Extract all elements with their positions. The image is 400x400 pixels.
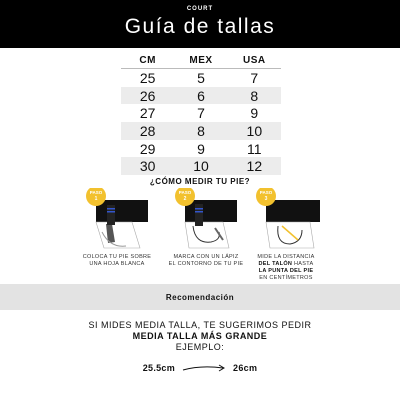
recommendation-title: Recomendación: [165, 292, 235, 302]
step-2-caption-line1: MARCA CON UN LÁPIZ: [173, 254, 239, 260]
size-table-header: [121, 52, 281, 69]
cell-usa: 8: [250, 87, 259, 104]
table-row: [121, 104, 281, 122]
table-row: [121, 122, 281, 140]
step-2-caption-line2: EL CONTORNO DE TU PIE: [168, 261, 244, 267]
foot-on-paper-icon: [82, 188, 152, 263]
recommendation-bar: [0, 284, 400, 310]
cell-usa: 12: [246, 158, 263, 175]
size-table: [121, 52, 281, 175]
cell-usa: 9: [250, 105, 259, 122]
step-1-caption-line2: UNA HOJA BLANCA: [89, 261, 145, 267]
cell-mex: 9: [197, 140, 205, 157]
cell-usa: 10: [246, 122, 263, 139]
cell-usa: 7: [250, 69, 259, 86]
cell-cm: 25: [139, 69, 156, 86]
step-2-illustration: [171, 188, 241, 263]
step-3-caption-bold2: LA PUNTA DEL PIE: [258, 268, 314, 274]
cell-mex: 7: [197, 105, 205, 122]
recommendation-example-label: EJEMPLO:: [175, 342, 225, 352]
brand-name: COURT: [186, 6, 214, 12]
cell-usa: 11: [247, 140, 262, 157]
arrow-right-icon: [181, 363, 227, 373]
column-header-usa: USA: [243, 55, 266, 66]
step-3-illustration: [252, 188, 322, 263]
table-row: [121, 157, 281, 175]
size-example: [0, 363, 400, 373]
how-to-measure-title: ¿CÓMO MEDIR TU PIE?: [149, 177, 251, 186]
svg-text:3: 3: [264, 196, 268, 202]
cell-mex: 8: [197, 122, 205, 139]
step-1-caption: [67, 254, 167, 268]
step-1-illustration: [82, 188, 152, 263]
cell-mex: 10: [193, 158, 209, 175]
example-to-size: 26cm: [233, 363, 258, 373]
table-row: [121, 140, 281, 158]
column-header-cm: CM: [139, 55, 156, 66]
cell-mex: 5: [197, 69, 205, 86]
step-3-caption: [236, 254, 336, 282]
recommendation-text: [0, 320, 400, 353]
header-bar: [0, 0, 400, 48]
cell-cm: 27: [139, 105, 156, 122]
step-3-caption-line2: HASTA: [294, 261, 314, 267]
svg-text:PASO: PASO: [178, 190, 192, 195]
svg-text:PASO: PASO: [259, 190, 273, 195]
cell-cm: 26: [139, 87, 156, 104]
ruler-measure-icon: [252, 188, 322, 263]
cell-mex: 6: [197, 87, 205, 104]
column-header-mex: MEX: [189, 55, 213, 66]
step-3-caption-line3: EN CENTÍMETROS: [259, 275, 313, 281]
recommendation-line2: MEDIA TALLA MÁS GRANDE: [132, 331, 268, 341]
step-3-caption-line1: MIDE LA DISTANCIA: [257, 254, 315, 260]
page-title: Guía de tallas: [124, 15, 276, 38]
recommendation-line1: SI MIDES MEDIA TALLA, TE SUGERIMOS PEDIR: [88, 320, 312, 330]
svg-text:PASO: PASO: [89, 190, 103, 195]
cell-cm: 30: [139, 158, 156, 175]
table-row: [121, 69, 281, 87]
step-3-caption-bold1: DEL TALÓN: [258, 261, 293, 267]
svg-text:2: 2: [183, 196, 187, 202]
step-1-caption-line1: COLOCA TU PIE SOBRE: [82, 254, 152, 260]
table-row: [121, 87, 281, 105]
cell-cm: 28: [139, 122, 156, 139]
cell-cm: 29: [139, 140, 156, 157]
example-from-size: 25.5cm: [142, 363, 176, 373]
svg-text:1: 1: [94, 196, 98, 202]
pencil-outline-icon: [171, 188, 241, 263]
